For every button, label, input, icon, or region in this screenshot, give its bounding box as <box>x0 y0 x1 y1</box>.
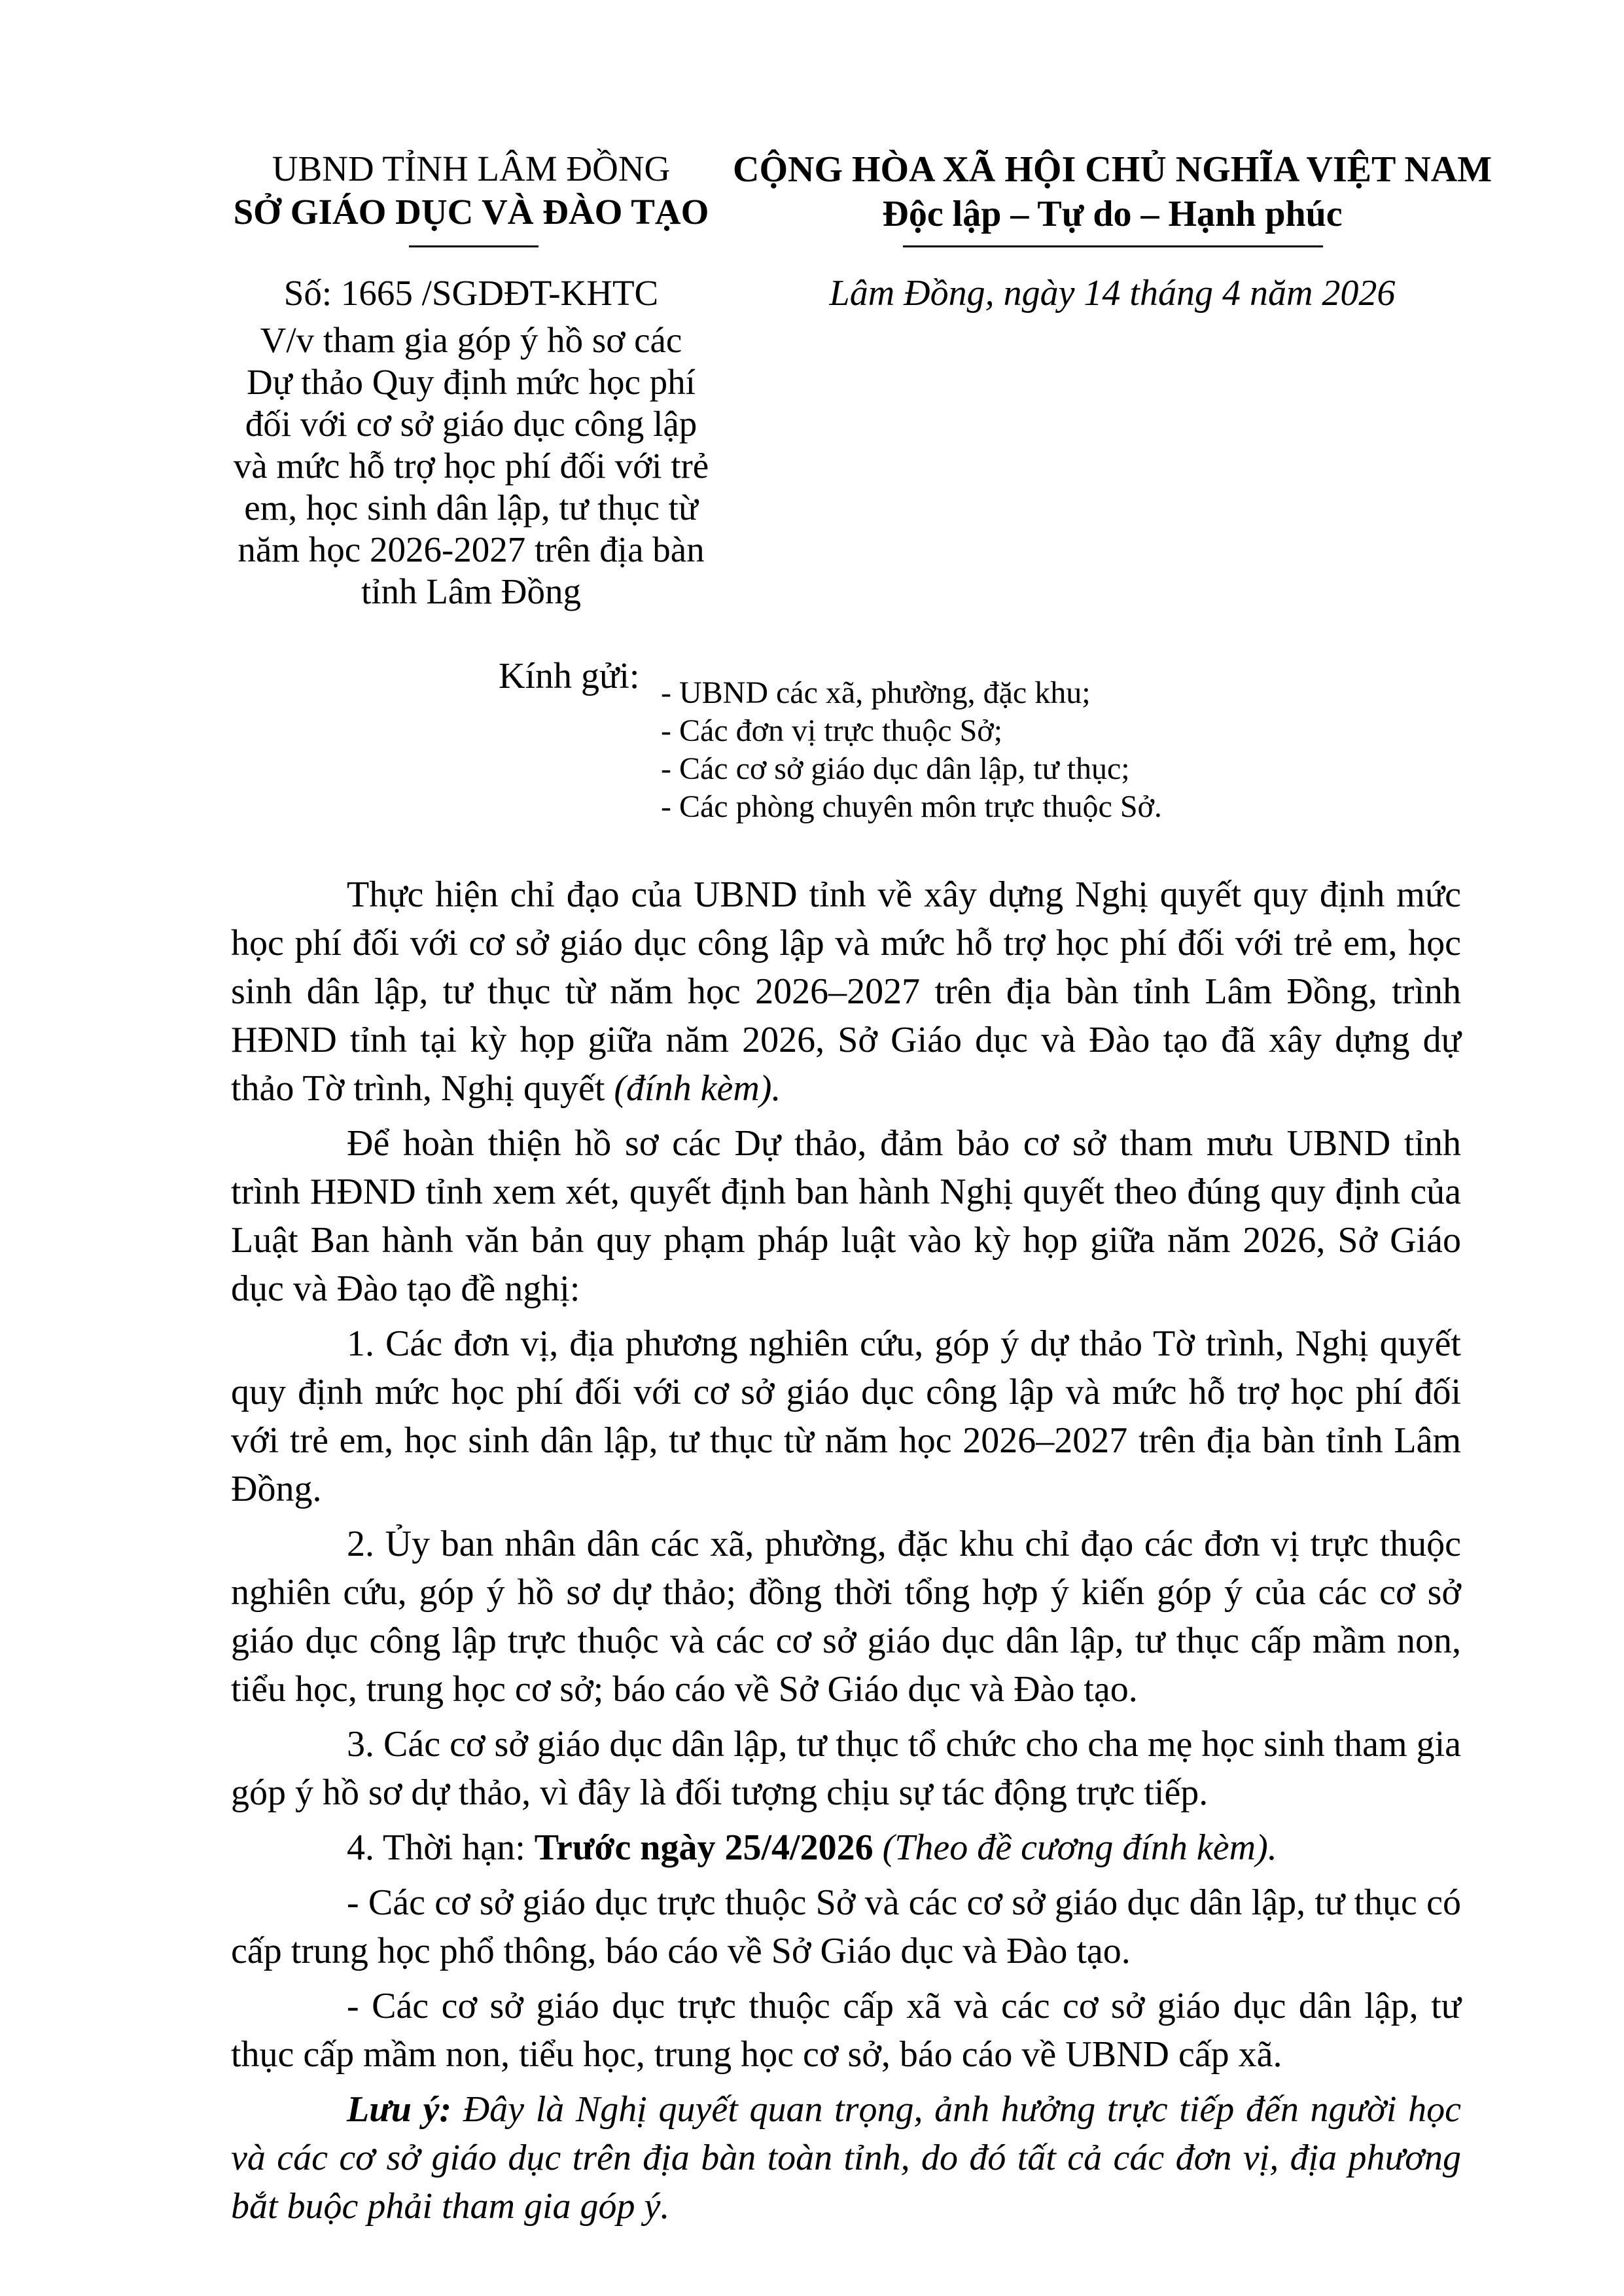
subject-line: Dự thảo Quy định mức học phí <box>247 362 696 402</box>
issuing-agency-block <box>209 147 733 234</box>
place-and-date: Lâm Đồng, ngày 14 tháng 4 năm 2026 <box>829 273 1396 314</box>
national-motto: Độc lập – Tự do – Hạnh phúc <box>882 194 1343 234</box>
body-paragraph: Để hoàn thiện hồ sơ các Dự thảo, đảm bảo cơ sở tham mưu UBND tỉnh trình HĐND tỉnh xem xét, quyết định ban hành Nghị quyết theo đúng quy định của Luật Ban hành văn bản quy phạm pháp luật vào kỳ họp giữa năm 2026, Sở Giáo dục và Đào tạo đề nghị: <box>231 1123 1461 1309</box>
request-item-1: 1. Các đơn vị, địa phương nghiên cứu, góp ý dự thảo Tờ trình, Nghị quyết quy định mức học phí đối với cơ sở giáo dục công lập và mức hỗ trợ học phí đối với trẻ em, học sinh dân lập, tư thục từ năm học 2026–2027 trên địa bàn tỉnh Lâm Đồng. <box>231 1323 1461 1509</box>
document-number: Số: 1665 /SGDĐT-KHTC <box>283 273 659 313</box>
subject-line: và mức hỗ trợ học phí đối với trẻ <box>233 446 709 486</box>
note-label: Lưu ý: <box>347 2089 452 2130</box>
subject-line: tỉnh Lâm Đồng <box>361 571 582 611</box>
request-item-3: 3. Các cơ sở giáo dục dân lập, tư thục tổ chức cho cha mẹ học sinh tham gia góp ý hồ sơ dự thảo, vì đây là đối tượng chịu sự tác động trực tiếp. <box>231 1724 1461 1813</box>
country-name: CỘNG HÒA XÃ HỘI CHỦ NGHĨA VIỆT NAM <box>733 149 1492 190</box>
organization-name: SỞ GIÁO DỤC VÀ ĐÀO TẠO <box>233 192 709 232</box>
recipient-item: - Các cơ sở giáo dục dân lập, tư thục; <box>661 751 1130 786</box>
deadline-note: (Theo đề cương đính kèm). <box>873 1827 1277 1868</box>
recipient-item: - Các phòng chuyên môn trực thuộc Sở. <box>661 789 1162 824</box>
recipient-item: - Các đơn vị trực thuộc Sở; <box>661 713 1003 748</box>
deadline-label: 4. Thời hạn: <box>347 1827 535 1868</box>
deadline-subitem: - Các cơ sở giáo dục trực thuộc Sở và các cơ sở giáo dục dân lập, tư thục có cấp trung học phổ thông, báo cáo về Sở Giáo dục và Đào tạo. <box>231 1882 1461 1971</box>
paragraph-text: Thực hiện chỉ đạo của UBND tỉnh về xây dựng Nghị quyết quy định mức học phí đối với cơ sở giáo dục công lập và mức hỗ trợ học phí đối với trẻ em, học sinh dân lập, tư thục từ năm học 2026–2027 trên địa bàn tỉnh Lâm Đồng, trình HĐND tỉnh tại kỳ họp giữa năm 2026, Sở Giáo dục và Đào tạo đã xây dựng dự thảo Tờ trình, Nghị quyết <box>231 874 1461 1109</box>
request-item-4 <box>231 1823 1461 1872</box>
subject-line: năm học 2026-2027 trên địa bàn <box>238 529 705 569</box>
request-item-2: 2. Ủy ban nhân dân các xã, phường, đặc khu chỉ đạo các đơn vị trực thuộc nghiên cứu, góp ý hồ sơ dự thảo; đồng thời tổng hợp ý kiến góp ý của các cơ sở giáo dục công lập trực thuộc và các cơ sở giáo dục dân lập, tư thục cấp mầm non, tiểu học, trung học cơ sở; báo cáo về Sở Giáo dục và Đào tạo. <box>231 1524 1461 1710</box>
recipients-list <box>661 674 1162 826</box>
document-body <box>231 870 1461 2237</box>
recipient-item: - UBND các xã, phường, đặc khu; <box>661 675 1091 710</box>
document-subject <box>209 319 733 613</box>
subject-line: đối với cơ sở giáo dục công lập <box>245 404 697 444</box>
recipients-label: Kính gửi: <box>499 656 640 696</box>
motto-underline <box>903 245 1323 247</box>
parent-organization: UBND TỈNH LÂM ĐỒNG <box>272 149 671 188</box>
subject-line: V/v tham gia góp ý hồ sơ các <box>260 320 682 360</box>
national-header-block <box>733 147 1492 236</box>
deadline-date: Trước ngày 25/4/2026 <box>534 1827 874 1868</box>
deadline-subitem: - Các cơ sở giáo dục trực thuộc cấp xã và các cơ sở giáo dục dân lập, tư thục cấp mầm non, tiểu học, trung học cơ sở, báo cáo về UBND cấp xã. <box>231 1986 1461 2075</box>
note-paragraph <box>231 2085 1461 2231</box>
agency-underline <box>409 245 538 247</box>
subject-line: em, học sinh dân lập, tư thục từ <box>244 488 698 528</box>
note-text: Đây là Nghị quyết quan trọng, ảnh hưởng trực tiếp đến người học và các cơ sở giáo dục trên địa bàn toàn tỉnh, do đó tất cả các đơn vị, địa phương bắt buộc phải tham gia góp ý. <box>231 2089 1461 2227</box>
body-paragraph <box>231 870 1461 1113</box>
attachment-note: (đính kèm). <box>614 1068 781 1109</box>
